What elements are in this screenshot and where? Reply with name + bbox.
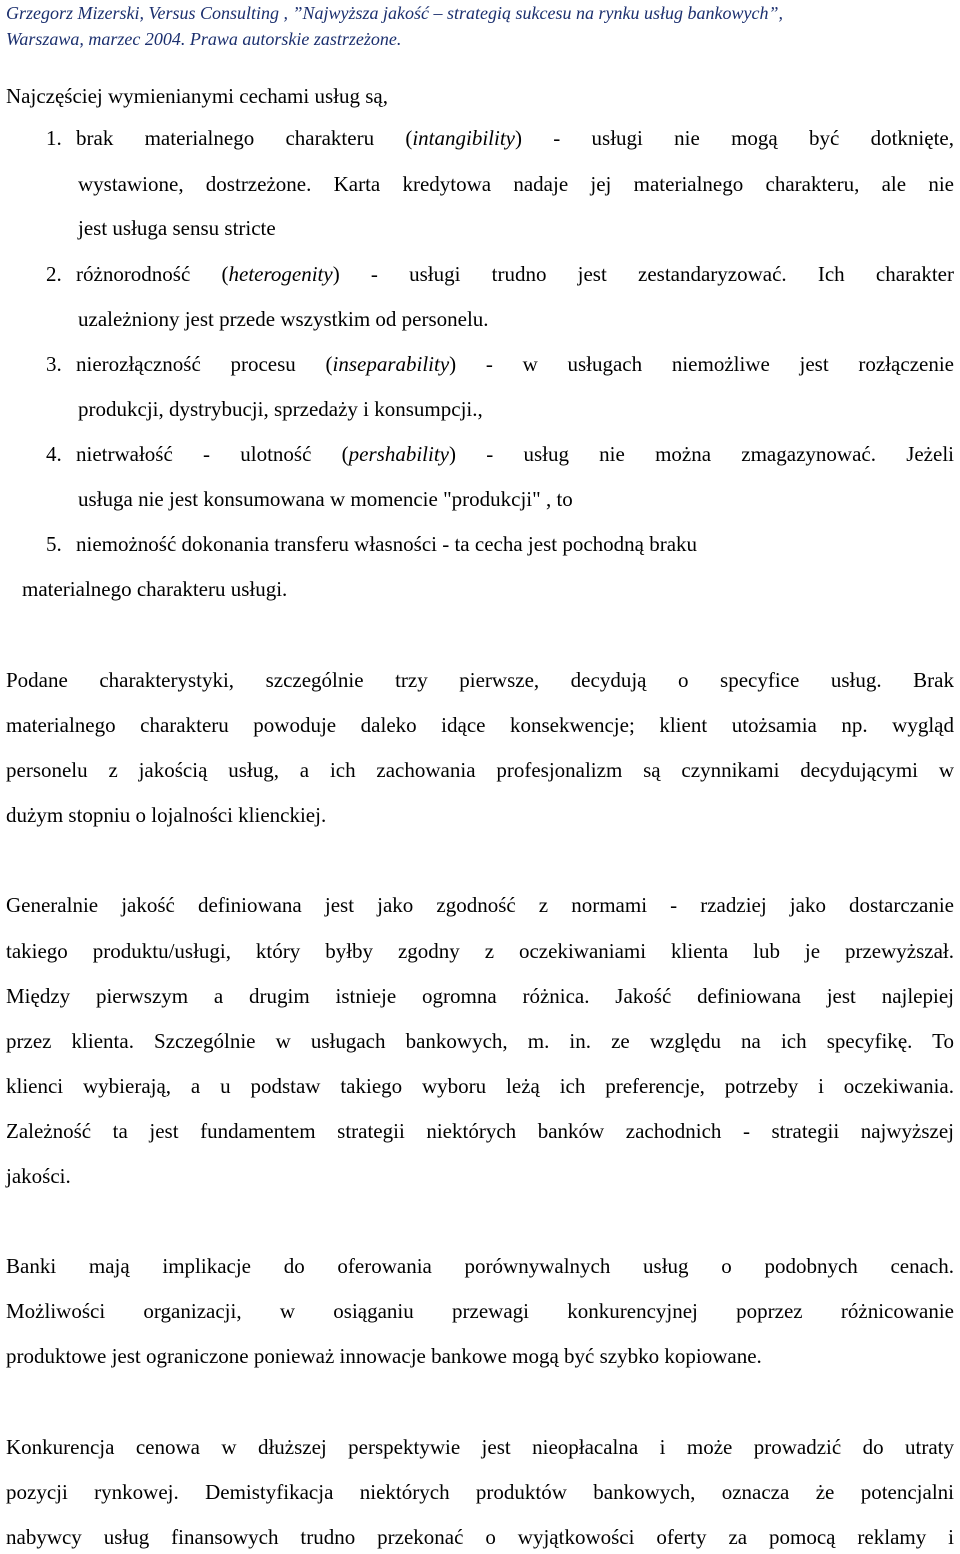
paragraph-4-line-3: nabywcy usług finansowych trudno przekonać o wyjątkowości oferty za pomocą reklamy i <box>6 1525 954 1549</box>
intro-line: Najczęściej wymienianymi cechami usług są, <box>6 84 388 108</box>
header-line-1: Grzegorz Mizerski, Versus Consulting , ”Najwyższa jakość – strategią sukcesu na rynku usług bankowych”, <box>6 3 783 23</box>
term: heterogenity <box>228 262 333 286</box>
paragraph-4-line-2: pozycji rynkowej. Demistyfikacja niektórych produktów bankowych, oznacza że potencjalni <box>6 1480 954 1504</box>
list-item-3-line-2: produkcji, dystrybucji, sprzedaży i konsumpcji., <box>78 397 483 421</box>
paragraph-1-line-3: personelu z jakością usług, a ich zachowania profesjonalizm są czynnikami decydującymi w <box>6 758 954 782</box>
paragraph-2-line-2: takiego produktu/usługi, który byłby zgodny z oczekiwaniami klienta lub je przewyższał. <box>6 939 954 963</box>
paragraph-1-line-4: dużym stopniu o lojalności klienckiej. <box>6 803 327 827</box>
paragraph-2-line-3: Między pierwszym a drugim istnieje ogromna różnica. Jakość definiowana jest najlepiej <box>6 984 954 1008</box>
paragraph-2-line-4: przez klienta. Szczególnie w usługach bankowych, m. in. ze względu na ich specyfikę. To <box>6 1029 954 1053</box>
paragraph-1-line-2: materialnego charakteru powoduje daleko idące konsekwencje; klient utożsamia np. wygląd <box>6 713 954 737</box>
list-item-number: 2. <box>46 262 62 286</box>
list-item-1-line-2: wystawione, dostrzeżone. Karta kredytowa nadaje jej materialnego charakteru, ale nie <box>78 172 954 196</box>
paragraph-2-line-7: jakości. <box>6 1164 71 1188</box>
list-item-number: 4. <box>46 442 62 466</box>
list-item-3-line-1: 3. nierozłączność procesu (inseparability) - w usługach niemożliwe jest rozłączenie <box>46 352 954 376</box>
term: pershability <box>348 442 449 466</box>
list-item-4-line-2: usługa nie jest konsumowana w momencie "produkcji" , to <box>78 487 573 511</box>
list-item-2-line-1: 2. różnorodność (heterogenity) - usługi trudno jest zestandaryzować. Ich charakter <box>46 262 954 286</box>
list-item-number: 3. <box>46 352 62 376</box>
list-item-5-line-2: materialnego charakteru usługi. <box>22 577 288 601</box>
term: inseparability <box>332 352 450 376</box>
paragraph-1-line-1: Podane charakterystyki, szczególnie trzy pierwsze, decydują o specyfice usług. Brak <box>6 668 954 692</box>
list-item-1-line-1: 1. brak materialnego charakteru (intangibility) - usługi nie mogą być dotknięte, <box>46 126 954 150</box>
page-header <box>6 0 954 52</box>
list-item-1-line-3: jest usługa sensu stricte <box>78 216 276 240</box>
list-item-2-line-2: uzależniony jest przede wszystkim od personelu. <box>78 307 489 331</box>
paragraph-3-line-3: produktowe jest ograniczone ponieważ innowacje bankowe mogą być szybko kopiowane. <box>6 1344 762 1368</box>
paragraph-2-line-1: Generalnie jakość definiowana jest jako zgodność z normami - rzadziej jako dostarczanie <box>6 893 954 917</box>
list-item-5-line-1: 5. niemożność dokonania transferu własności - ta cecha jest pochodną braku <box>46 532 698 556</box>
paragraph-3-line-1: Banki mają implikacje do oferowania porównywalnych usług o podobnych cenach. <box>6 1254 954 1278</box>
list-item-4-line-1: 4. nietrwałość - ulotność (pershability) - usług nie można zmagazynować. Jeżeli <box>46 442 954 466</box>
list-item-number: 1. <box>46 126 62 150</box>
paragraph-2-line-5: klienci wybierają, a u podstaw takiego wyboru leżą ich preferencje, potrzeby i oczekiwania. <box>6 1074 954 1098</box>
term: intangibility <box>412 126 516 150</box>
paragraph-4-line-1: Konkurencja cenowa w dłuższej perspektywie jest nieopłacalna i może prowadzić do utraty <box>6 1435 954 1459</box>
paragraph-2-line-6: Zależność ta jest fundamentem strategii niektórych banków zachodnich - strategii najwyższej <box>6 1119 954 1143</box>
list-item-number: 5. <box>46 532 62 556</box>
header-line-2: Warszawa, marzec 2004. Prawa autorskie zastrzeżone. <box>6 29 402 49</box>
paragraph-3-line-2: Możliwości organizacji, w osiąganiu przewagi konkurencyjnej poprzez różnicowanie <box>6 1299 954 1323</box>
